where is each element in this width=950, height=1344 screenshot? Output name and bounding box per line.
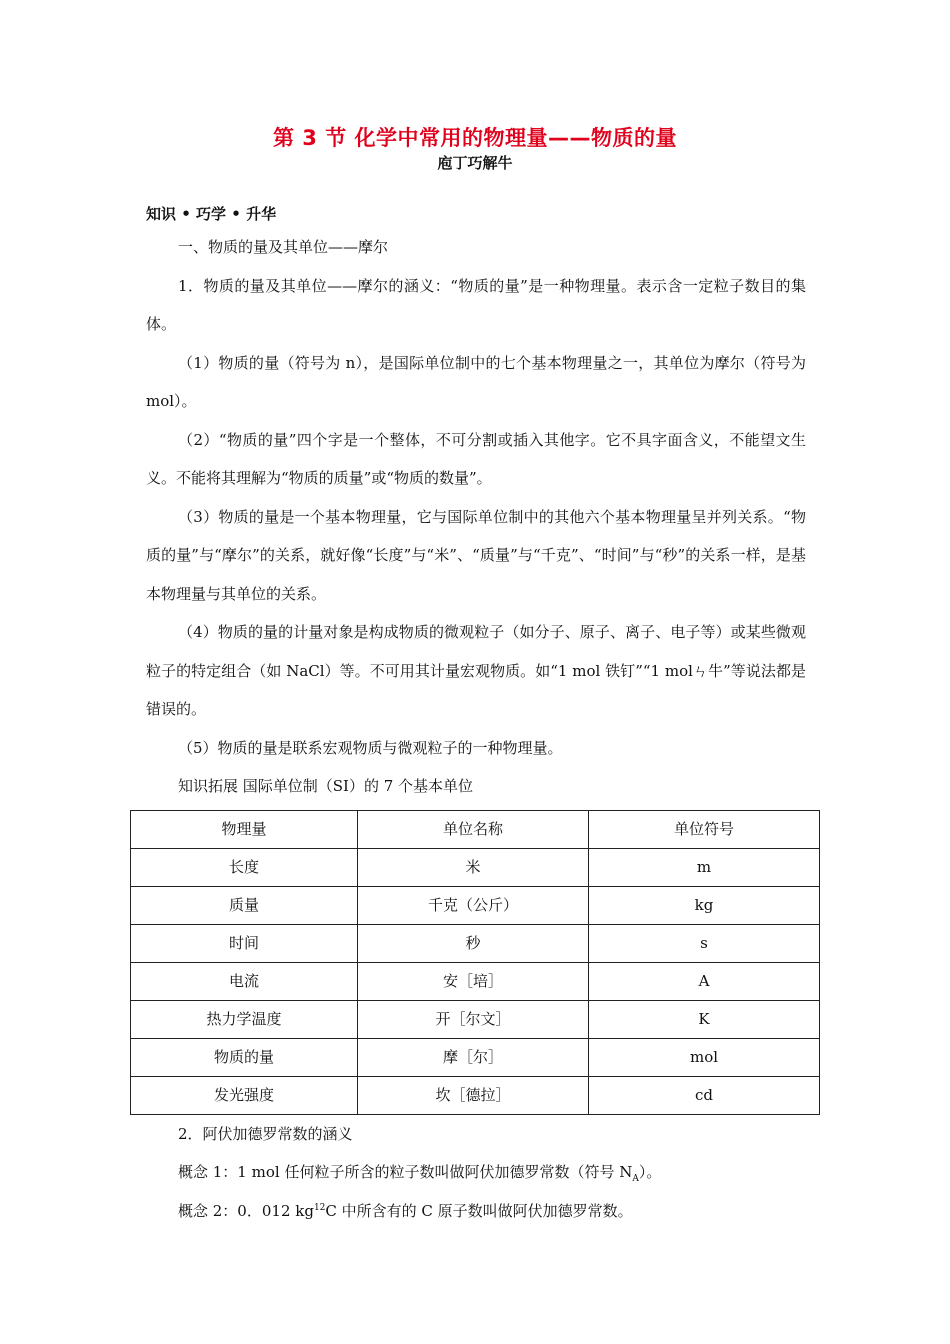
heading-1: 一、物质的量及其单位——摩尔	[178, 238, 389, 256]
table-cell: 坎［德拉］	[358, 1076, 589, 1114]
table-cell: 长度	[131, 848, 358, 886]
section-heading: 知识 • 巧学 • 升华	[146, 205, 277, 223]
concept-1-end: ）。	[638, 1163, 662, 1181]
concept-2-superscript: 12	[313, 1202, 326, 1213]
table-cell: 电流	[131, 962, 358, 1000]
page-title: 第 3 节 化学中常用的物理量——物质的量	[272, 126, 678, 150]
table-cell: 时间	[131, 924, 358, 962]
paragraph-1: 1．物质的量及其单位——摩尔的涵义：“物质的量”是一种物理量。表示含一定粒子数目的集体。	[146, 276, 806, 333]
table-cell: 开［尔文］	[358, 1000, 589, 1038]
table-cell: 秒	[358, 924, 589, 962]
paragraph-4: （3）物质的量是一个基本物理量，它与国际单位制中的其他六个基本物理量呈并列关系。“物质的量”与“摩尔”的关系，就好像“长度”与“米”、“质量”与“千克”、“时间”与“秒”的关系一样，是基本物理量与其单位的关系。	[146, 507, 806, 603]
si-units-table	[130, 810, 820, 1115]
table-cell: 物质的量	[131, 1038, 358, 1076]
table-cell: m	[589, 848, 820, 886]
table-row	[131, 848, 820, 886]
concept-2-end: C 中所含有的 C 原子数叫做阿伏加德罗常数。	[325, 1201, 633, 1220]
table-cell: 热力学温度	[131, 1000, 358, 1038]
concept-1	[146, 1153, 806, 1192]
table-row	[131, 924, 820, 962]
table-cell: 发光强度	[131, 1076, 358, 1114]
paragraph-6: （5）物质的量是联系宏观物质与微观粒子的一种物理量。	[178, 738, 563, 757]
concept-2	[146, 1192, 806, 1231]
table-row	[131, 1076, 820, 1114]
table-cell: 米	[358, 848, 589, 886]
table-cell: mol	[589, 1038, 820, 1076]
table-row	[131, 1038, 820, 1076]
page-subtitle: 庖丁巧解牛	[437, 154, 513, 172]
header-cell: 物理量	[131, 810, 358, 848]
table-row	[131, 962, 820, 1000]
paragraph-3: （2）“物质的量”四个字是一个整体，不可分割或插入其他字。它不具字面含义，不能望文生义。不能将其理解为“物质的质量”或“物质的数量”。	[146, 430, 806, 487]
table-cell: 千克（公斤）	[358, 886, 589, 924]
table-cell: K	[589, 1000, 820, 1038]
table-cell: cd	[589, 1076, 820, 1114]
header-cell: 单位名称	[358, 810, 589, 848]
table-header-row	[131, 810, 820, 848]
table-cell: 安［培］	[358, 962, 589, 1000]
paragraph-2: （1）物质的量（符号为 n），是国际单位制中的七个基本物理量之一，其单位为摩尔（符号为 mol）。	[146, 353, 806, 410]
table-cell: kg	[589, 886, 820, 924]
table-cell: 摩［尔］	[358, 1038, 589, 1076]
concept-2-text: 概念 2：0．012 kg	[178, 1201, 314, 1220]
table-cell: s	[589, 924, 820, 962]
knowledge-extension: 知识拓展 国际单位制（SI）的 7 个基本单位	[178, 777, 474, 795]
table-row	[131, 1000, 820, 1038]
concept-1-subscript: A	[632, 1174, 639, 1184]
paragraph-avogadro-heading: 2．阿伏加德罗常数的涵义	[178, 1124, 353, 1143]
body-content	[146, 228, 806, 1230]
table-row	[131, 886, 820, 924]
header-cell: 单位符号	[589, 810, 820, 848]
table-cell: 质量	[131, 886, 358, 924]
paragraph-5: （4）物质的量的计量对象是构成物质的微观粒子（如分子、原子、离子、电子等）或某些微观粒子的特定组合（如 NaCl）等。不可用其计量宏观物质。如“1 mol 铁钉”“1 molㄣ牛”等说法都是错误的。	[146, 623, 806, 718]
table-cell: A	[589, 962, 820, 1000]
concept-1-text: 概念 1：1 mol 任何粒子所含的粒子数叫做阿伏加德罗常数（符号 N	[178, 1163, 633, 1181]
